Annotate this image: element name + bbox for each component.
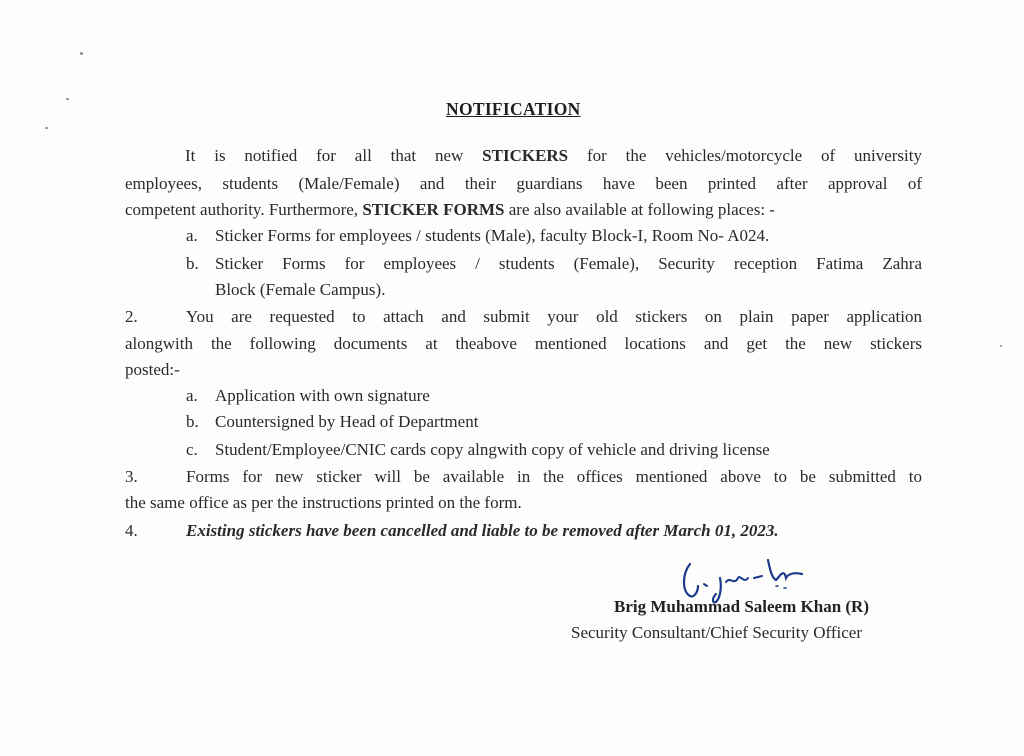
- para2-line-1: You are requested to attach and submit your old stickers on plain paper application: [186, 307, 922, 326]
- document-item: Student/Employee/CNIC cards copy alngwith copy of vehicle and driving license: [215, 440, 770, 459]
- para2-line-2: alongwith the following documents at theabove mentioned locations and get the new stickers: [125, 334, 922, 353]
- signatory-designation: Security Consultant/Chief Security Officer: [571, 623, 862, 642]
- para3-line-2: the same office as per the instructions printed on the form.: [125, 493, 522, 512]
- intro-line-3: [125, 200, 775, 220]
- paragraph-number: 4.: [125, 521, 138, 540]
- para2-line-3: posted:-: [125, 360, 180, 379]
- place-item-male: Sticker Forms for employees / students (Male), faculty Block-I, Room No- A024.: [215, 226, 770, 245]
- stickers-emphasis: STICKERS: [482, 146, 569, 165]
- paragraph-number: 2.: [125, 307, 138, 326]
- place-item-female-cont: Block (Female Campus).: [215, 280, 386, 299]
- list-marker: a.: [186, 226, 198, 245]
- scan-speck: [80, 52, 83, 55]
- para3-line-1: Forms for new sticker will be available in the offices mentioned above to be submitted to: [186, 467, 922, 486]
- document-item: Countersigned by Head of Department: [215, 412, 479, 431]
- list-marker: b.: [186, 412, 199, 431]
- intro-text: are also available at following places: -: [504, 200, 775, 219]
- intro-text: for the vehicles/motorcycle of university: [568, 146, 922, 165]
- intro-text: competent authority. Furthermore,: [125, 200, 363, 219]
- scan-speck: [66, 98, 69, 100]
- intro-text: It is notified for all that new: [185, 146, 483, 165]
- page-title: NOTIFICATION: [446, 99, 581, 119]
- scan-speck: [45, 127, 48, 129]
- place-item-female: Sticker Forms for employees / students (Female), Security reception Fatima Zahra: [215, 254, 922, 273]
- para4-warning: Existing stickers have been cancelled and liable to be removed after March 01, 2023.: [186, 521, 779, 540]
- document-item: Application with own signature: [215, 386, 430, 405]
- scan-speck: [1000, 345, 1002, 347]
- list-marker: b.: [186, 254, 199, 273]
- intro-line-1: [185, 146, 922, 166]
- sticker-forms-emphasis: STICKER FORMS: [362, 200, 505, 219]
- signatory-name: Brig Muhammad Saleem Khan (R): [614, 597, 869, 616]
- paragraph-number: 3.: [125, 467, 138, 486]
- intro-line-2: employees, students (Male/Female) and their guardians have been printed after approval of: [125, 174, 922, 193]
- list-marker: c.: [186, 440, 198, 459]
- list-marker: a.: [186, 386, 198, 405]
